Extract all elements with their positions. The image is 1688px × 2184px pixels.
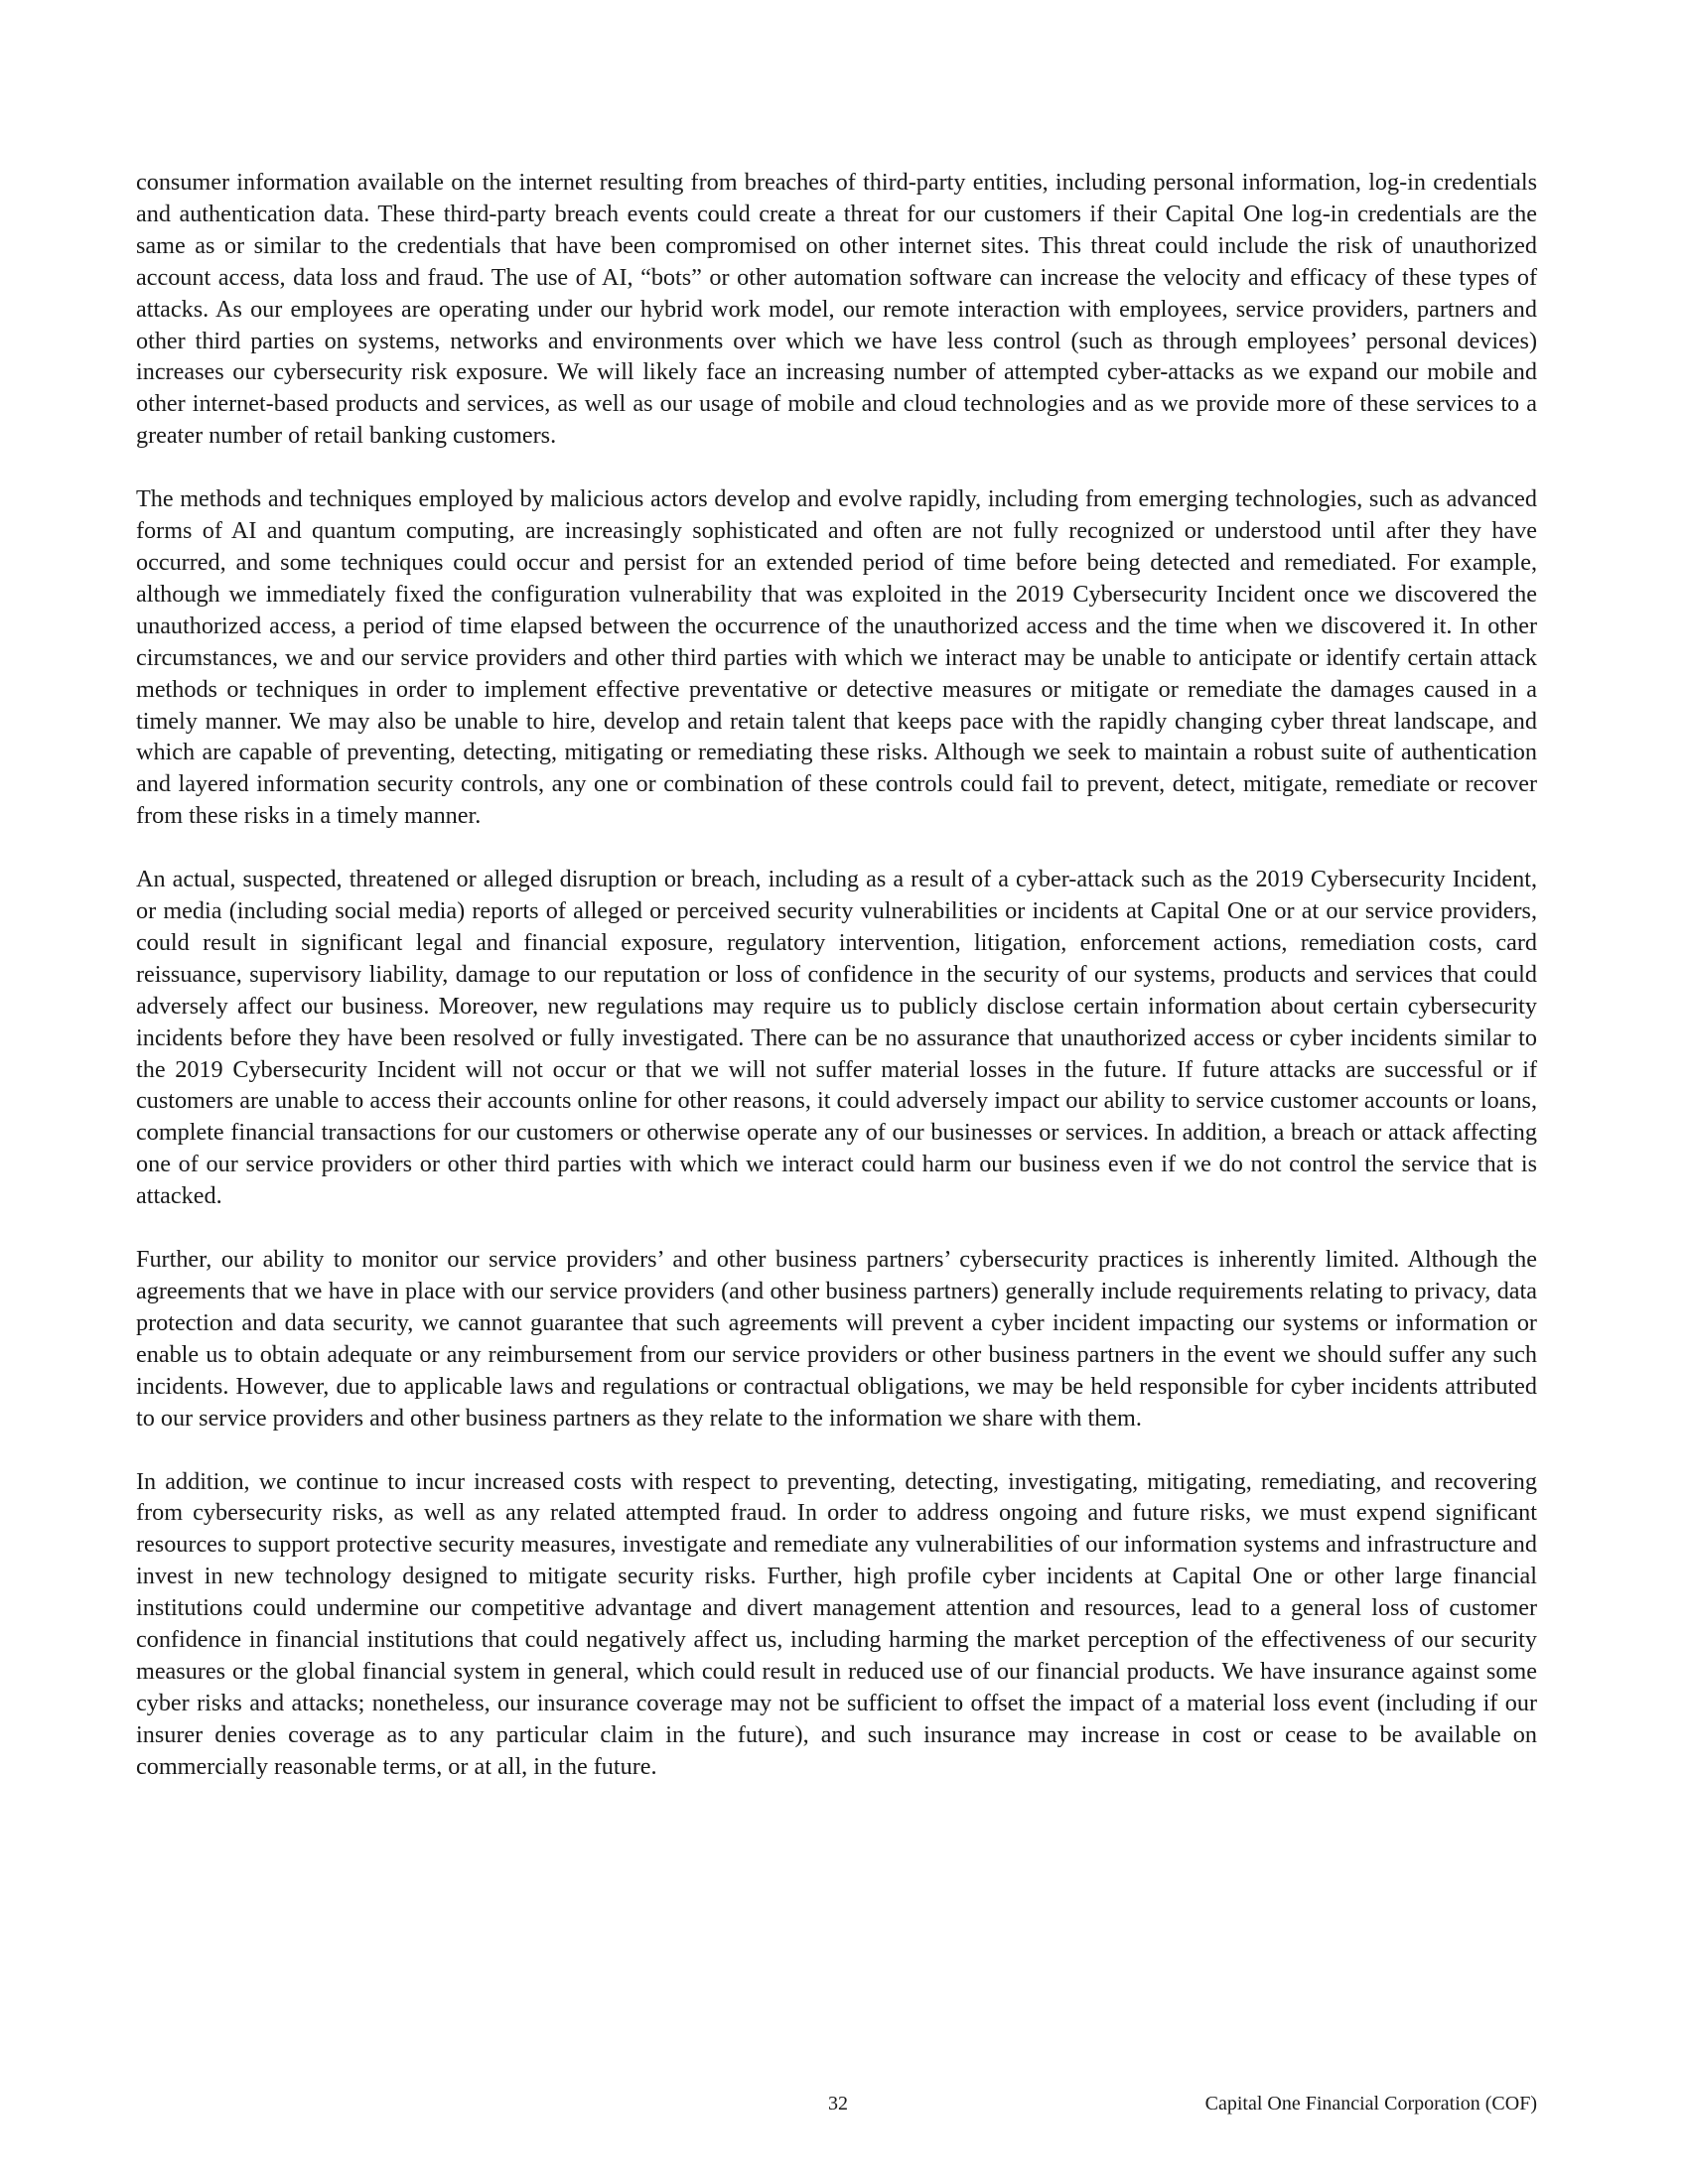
paragraph-breach-credentials: consumer information available on the internet resulting from breaches of third-party entities, including personal information, log-in credentials and authentication data. These third-party breach events could create a threat for our customers if their Capital One log-in credentials are the same as or similar to the credentials that have been compromised on other internet sites. This threat could include the risk of unauthorized account access, data loss and fraud. The use of AI, “bots” or other automation software can increase the velocity and efficacy of these types of attacks. As our employees are operating under our hybrid work model, our remote interaction with employees, service providers, partners and other third parties on systems, networks and environments over which we have less control (such as through employees’ personal devices) increases our cybersecurity risk exposure. We will likely face an increasing number of attempted cyber-attacks as we expand our mobile and other internet-based products and services, as well as our usage of mobile and cloud technologies and as we provide more of these services to a greater number of retail banking customers. [136, 169, 1537, 450]
paragraph-cybersecurity-costs: In addition, we continue to incur increased costs with respect to preventing, detecting, investigating, mitigating, remediating, and recovering from cybersecurity risks, as well as any related attempted fraud. In order to address ongoing and future risks, we must expend significant resources to support protective security measures, investigate and remediate any vulnerabilities of our information systems and infrastructure and invest in new technology designed to mitigate security risks. Further, high profile cyber incidents at Capital One or other large financial institutions could undermine our competitive advantage and divert management attention and resources, lead to a general loss of customer confidence in financial institutions that could negatively affect us, including harming the market perception of the effectiveness of our security measures or the global financial system in general, which could result in reduced use of our financial products. We have insurance against some cyber risks and attacks; nonetheless, our insurance coverage may not be sufficient to offset the impact of a material loss event (including if our insurer denies coverage as to any particular claim in the future), and such insurance may increase in cost or cease to be available on commercially reasonable terms, or at all, in the future. [136, 1467, 1537, 1780]
paragraph-breach-exposure: An actual, suspected, threatened or alleged disruption or breach, including as a result of a cyber-attack such as the 2019 Cybersecurity Incident, or media (including social media) reports of alleged or perceived security vulnerabilities or incidents at Capital One or at our service providers, could result in significant legal and financial exposure, regulatory intervention, litigation, enforcement actions, remediation costs, card reissuance, supervisory liability, damage to our reputation or loss of confidence in the security of our systems, products and services that could adversely affect our business. Moreover, new regulations may require us to publicly disclose certain information about certain cybersecurity incidents before they have been resolved or fully investigated. There can be no assurance that unauthorized access or cyber incidents similar to the 2019 Cybersecurity Incident will not occur or that we will not suffer material losses in the future. If future attacks are successful or if customers are unable to access their accounts online for other reasons, it could adversely impact our ability to service customer accounts or loans, complete financial transactions for our customers or otherwise operate any of our businesses or services. In addition, a breach or attack affecting one of our service providers or other third parties with which we interact could harm our business even if we do not control the service that is attacked. [136, 866, 1537, 1210]
page-number: 32 [828, 2093, 848, 2115]
paragraph-attack-methods: The methods and techniques employed by malicious actors develop and evolve rapidly, including from emerging technologies, such as advanced forms of AI and quantum computing, are increasingly sophisticated and often are not fully recognized or understood until after they have occurred, and some techniques could occur and persist for an extended period of time before being detected and remediated. For example, although we immediately fixed the configuration vulnerability that was exploited in the 2019 Cybersecurity Incident once we discovered the unauthorized access, a period of time elapsed between the occurrence of the unauthorized access and the time when we discovered it. In other circumstances, we and our service providers and other third parties with which we interact may be unable to anticipate or identify certain attack methods or techniques in order to implement effective preventative or detective measures or mitigate or remediate the damages caused in a timely manner. We may also be unable to hire, develop and retain talent that keeps pace with the rapidly changing cyber threat landscape, and which are capable of preventing, detecting, mitigating or remediating these risks. Although we seek to maintain a robust suite of authentication and layered information security controls, any one or combination of these controls could fail to prevent, detect, mitigate, remediate or recover from these risks in a timely manner. [136, 485, 1537, 830]
page-footer [0, 2093, 1688, 2122]
document-body [136, 167, 1537, 1815]
company-name: Capital One Financial Corporation (COF) [1204, 2093, 1537, 2115]
paragraph-service-provider-monitoring: Further, our ability to monitor our service providers’ and other business partners’ cybersecurity practices is inherently limited. Although the agreements that we have in place with our service providers (and other business partners) generally include requirements relating to privacy, data protection and data security, we cannot guarantee that such agreements will prevent a cyber incident impacting our systems or information or enable us to obtain adequate or any reimbursement from our service providers or other business partners in the event we should suffer any such incidents. However, due to applicable laws and regulations or contractual obligations, we may be held responsible for cyber incidents attributed to our service providers and other business partners as they relate to the information we share with them. [136, 1246, 1537, 1432]
